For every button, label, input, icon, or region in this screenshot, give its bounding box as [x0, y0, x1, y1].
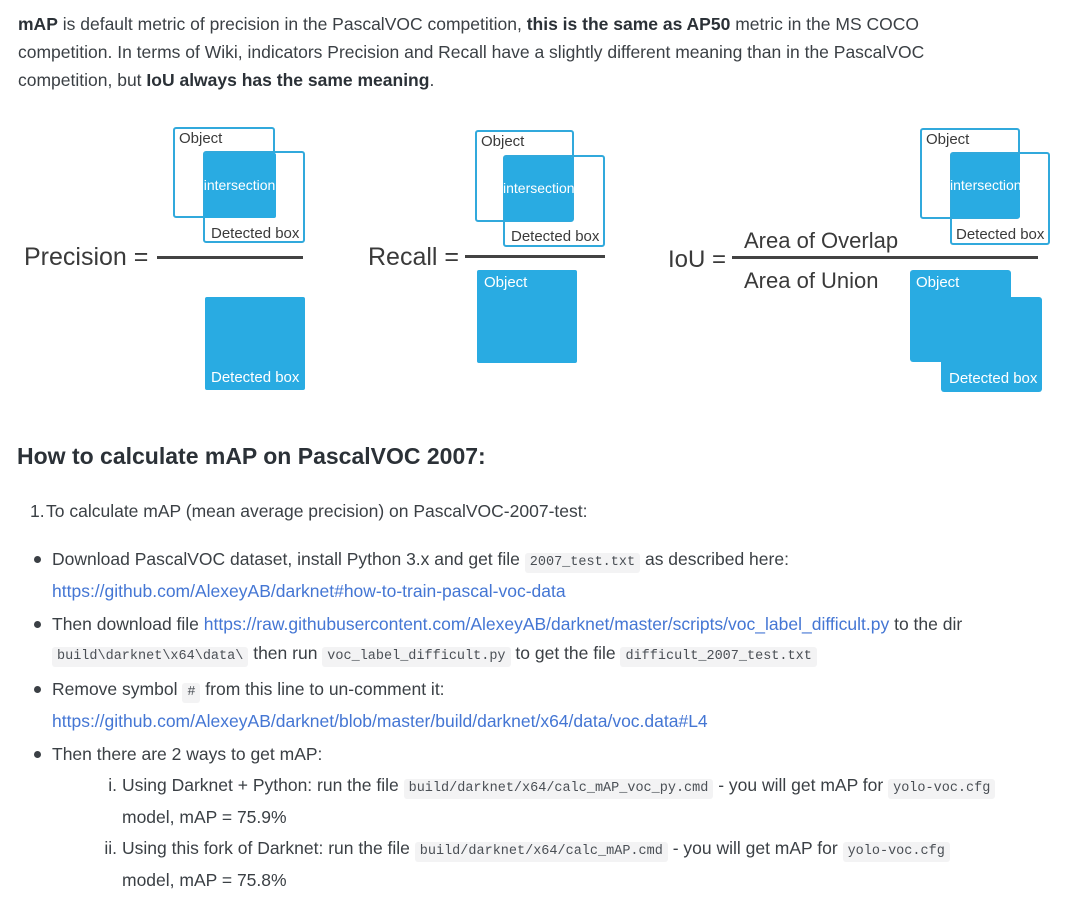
text-span: from this line to un-comment it:: [200, 679, 445, 699]
text-span: competition. In terms of Wiki, indicators Precision and Recall have a slightly different meaning than in the PascalVOC: [18, 42, 925, 62]
text-span: model, mAP = 75.9%: [122, 807, 287, 827]
detected-box-label: Detected box: [211, 225, 300, 242]
bullet-marker: [34, 751, 41, 758]
section-heading: How to calculate mAP on PascalVOC 2007:: [17, 443, 486, 469]
object-label: Object: [926, 131, 970, 148]
bullet-item-download-dataset: [17, 545, 1072, 606]
text-span: then run: [248, 643, 323, 663]
text-span: Download PascalVOC dataset, install Python 3.x and get file: [52, 549, 525, 569]
inline-code: voc_label_difficult.py: [322, 647, 510, 667]
sub-item-darknet-python: [52, 771, 1072, 832]
sub-item-line: [122, 803, 1072, 832]
detected-box-label: Detected box: [511, 228, 600, 245]
hyperlink[interactable]: https://github.com/AlexeyAB/darknet#how-to-train-pascal-voc-data: [52, 581, 566, 601]
text-span: .: [429, 70, 435, 90]
text-span: To calculate mAP (mean average precision) on PascalVOC-2007-test:: [46, 501, 588, 521]
text-span: to get the file: [510, 643, 621, 663]
inline-code: #: [182, 683, 200, 703]
bullet-item-download-script: [17, 610, 1072, 671]
ordered-item-text: [46, 497, 1072, 526]
object-label: Object: [481, 133, 525, 150]
bullet-marker: [34, 621, 41, 628]
area-of-union-label: Area of Union: [744, 268, 879, 293]
sub-list: [52, 771, 1072, 895]
text-span: model, mAP = 75.8%: [122, 870, 287, 890]
bold-text: mAP: [18, 14, 58, 34]
detected-box-label: Detected box: [956, 226, 1045, 243]
union-detected-label: Detected box: [949, 370, 1038, 387]
bullet-marker: [34, 556, 41, 563]
inline-code: build/darknet/x64/calc_mAP.cmd: [415, 842, 668, 862]
text-span: Using Darknet + Python: run the file: [122, 775, 404, 795]
intersection-label: intersection: [503, 180, 575, 196]
inline-code: build\darknet\x64\data\: [52, 647, 248, 667]
bullet-line: [52, 740, 1072, 769]
inline-code: difficult_2007_test.txt: [620, 647, 816, 667]
sub-item-line: [122, 834, 1072, 866]
bullet-item-two-ways: [17, 740, 1072, 895]
bullet-line: [52, 545, 1072, 577]
inline-code: build/darknet/x64/calc_mAP_voc_py.cmd: [404, 779, 714, 799]
inline-code: 2007_test.txt: [525, 553, 640, 573]
bullet-line: [52, 577, 1072, 606]
bullet-line: [52, 639, 1072, 671]
hyperlink[interactable]: https://raw.githubusercontent.com/AlexeyAB/darknet/master/scripts/voc_label_difficult.py: [203, 614, 890, 634]
text-span: - you will get mAP for: [667, 838, 843, 858]
recall-equation-label: Recall =: [368, 243, 460, 271]
precision-equation-label: Precision =: [24, 243, 149, 271]
text-span: is default metric of precision in the PascalVOC competition,: [57, 14, 527, 34]
bold-text: IoU always has the same meaning: [146, 70, 430, 90]
text-span: as described here:: [640, 549, 789, 569]
list-number: 1.: [30, 501, 45, 521]
object-label: Object: [179, 130, 223, 147]
bullet-line: [52, 675, 1072, 707]
union-object-label: Object: [916, 274, 960, 291]
text-span: - you will get mAP for: [713, 775, 889, 795]
text-span: Remove symbol: [52, 679, 183, 699]
instructions-list: [17, 497, 1072, 899]
text-span: Then download file: [52, 614, 204, 634]
fraction-line: [732, 256, 1038, 259]
fraction-line: [465, 255, 605, 258]
iou-equation-label: IoU =: [668, 246, 727, 273]
list-roman-numeral: ii.: [104, 838, 117, 858]
sub-item-darknet-fork: [52, 834, 1072, 895]
intersection-label: intersection: [950, 177, 1022, 193]
intersection-label: intersection: [203, 177, 276, 193]
bullet-line: [52, 610, 1072, 639]
object-solid-label: Object: [484, 274, 528, 291]
area-of-overlap-label: Area of Overlap: [744, 228, 899, 253]
text-span: to the dir: [889, 614, 963, 634]
hyperlink[interactable]: https://github.com/AlexeyAB/darknet/blob/master/build/darknet/x64/data/voc.data#L4: [52, 711, 708, 731]
inline-code: yolo-voc.cfg: [843, 842, 950, 862]
detected-box-solid-label: Detected box: [211, 369, 300, 386]
text-span: competition, but: [18, 70, 147, 90]
bullet-line: [52, 707, 1072, 736]
bullet-item-uncomment: [17, 675, 1072, 736]
bullet-marker: [34, 686, 41, 693]
inline-code: yolo-voc.cfg: [888, 779, 995, 799]
bold-text: this is the same as AP50: [526, 14, 731, 34]
list-roman-numeral: i.: [108, 775, 117, 795]
fraction-line: [157, 256, 303, 259]
sub-item-line: [122, 866, 1072, 895]
ordered-item-1: [17, 497, 1072, 526]
text-span: Then there are 2 ways to get mAP:: [52, 744, 323, 764]
sub-item-line: [122, 771, 1072, 803]
text-span: metric in the MS COCO: [730, 14, 919, 34]
text-span: Using this fork of Darknet: run the file: [122, 838, 415, 858]
